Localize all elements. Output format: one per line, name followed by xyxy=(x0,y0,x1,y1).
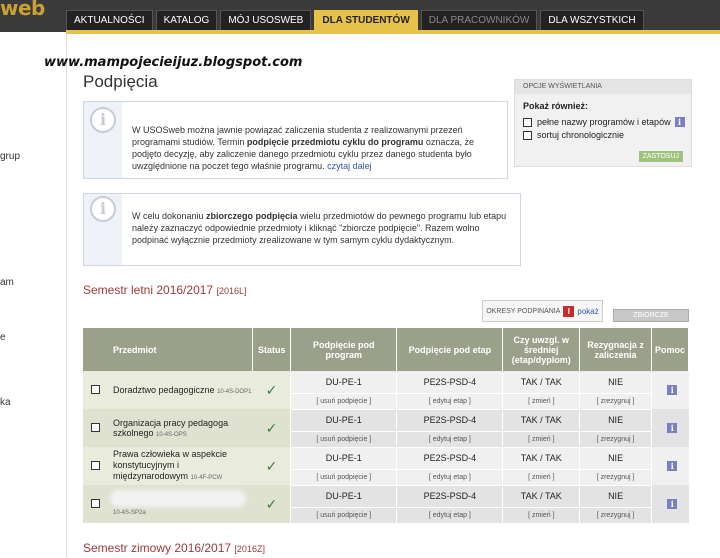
rezygnacja-value: NIE xyxy=(580,371,652,393)
subject-cell xyxy=(83,409,253,447)
table-row xyxy=(83,409,689,431)
info-text xyxy=(132,124,499,172)
info-box xyxy=(83,101,508,179)
semester-heading xyxy=(83,283,246,297)
info-icon[interactable]: i xyxy=(667,499,677,509)
col-przedmiot: Przedmiot xyxy=(83,328,253,371)
etap-value: PE2S-PSD-4 xyxy=(397,371,503,393)
col-srednia: Czy uwzgl. w średniej (etap/dyplom) xyxy=(503,328,580,371)
change-action[interactable]: [ zmień ] xyxy=(503,393,580,409)
resign-action[interactable]: [ zrezygnuj ] xyxy=(580,393,652,409)
options-header: OPCJE WYŚWIETLANIA xyxy=(515,80,691,94)
info-icon: i xyxy=(90,107,116,133)
col-program: Podpięcie pod program xyxy=(291,328,397,371)
subject-cell xyxy=(83,447,253,485)
info-icon-column xyxy=(84,102,122,178)
change-action[interactable]: [ zmień ] xyxy=(503,507,580,523)
subject-code: 10-4S-OPS xyxy=(156,432,187,438)
help-cell xyxy=(651,371,688,409)
info-text-bold: zbiorczego podpięcia xyxy=(206,211,298,221)
srednia-value: TAK / TAK xyxy=(503,371,580,393)
row-checkbox[interactable] xyxy=(91,461,100,470)
info-icon[interactable]: i xyxy=(667,423,677,433)
read-more-link[interactable]: czytaj dalej xyxy=(327,161,372,171)
info-icon[interactable]: i xyxy=(675,117,685,127)
tab-dla-wszystkich[interactable]: DLA WSZYSTKICH xyxy=(540,10,643,30)
sidebar-item-fragment[interactable]: grup xyxy=(0,151,21,162)
help-cell xyxy=(651,447,688,485)
edit-etap-action[interactable]: [ edytuj etap ] xyxy=(397,393,503,409)
change-action[interactable]: [ zmień ] xyxy=(503,431,580,447)
courses-table xyxy=(83,328,689,524)
subject-code: 10-4S-DOP1 xyxy=(217,389,252,395)
etap-value: PE2S-PSD-4 xyxy=(397,447,503,469)
program-value: DU-PE-1 xyxy=(291,485,397,507)
status-check-icon: ✓ xyxy=(253,485,291,523)
redacted-subject-name xyxy=(113,493,243,504)
top-bar xyxy=(0,0,720,32)
edit-etap-action[interactable]: [ edytuj etap ] xyxy=(397,507,503,523)
unlink-action[interactable]: [ usuń podpięcie ] xyxy=(291,393,397,409)
tab-moj-usosweb[interactable]: MÓJ USOSWEB xyxy=(220,10,311,30)
tab-underline xyxy=(66,30,720,34)
row-checkbox[interactable] xyxy=(91,423,100,432)
rezygnacja-value: NIE xyxy=(580,447,652,469)
table-row xyxy=(83,447,689,469)
info-icon-column xyxy=(84,194,122,265)
tab-aktualnosci[interactable]: AKTUALNOŚCI xyxy=(66,10,153,30)
semester-code: [2016Z] xyxy=(234,544,265,554)
srednia-value: TAK / TAK xyxy=(503,447,580,469)
etap-value: PE2S-PSD-4 xyxy=(397,485,503,507)
watermark-text: www.mampojecieijuz.blogspot.com xyxy=(44,55,303,70)
bulk-link-button[interactable]: ZBIORCZE xyxy=(613,309,689,322)
apply-button[interactable]: ZASTOSUJ xyxy=(639,151,683,162)
semester-code: [2016L] xyxy=(216,286,247,296)
option-label: pełne nazwy programów i etapów xyxy=(537,117,671,127)
usosweb-logo[interactable]: web xyxy=(0,0,45,20)
info-text-part: W celu dokonaniu xyxy=(132,211,207,221)
info-text-part: oznacza, że podjęto decyzję, aby zaliczenie danego przedmiotu cyklu przez danego studenta było uwzględnione na poczet tego właśnie programu. xyxy=(132,137,474,171)
options-label: Pokaż również: xyxy=(523,101,589,111)
subject-name[interactable]: Doradztwo pedagogiczne xyxy=(113,385,215,395)
srednia-value: TAK / TAK xyxy=(503,485,580,507)
etap-value: PE2S-PSD-4 xyxy=(397,409,503,431)
subject-name[interactable]: Prawa człowieka w aspekcie konstytucyjnym i międzynarodowym xyxy=(113,448,228,481)
status-check-icon: ✓ xyxy=(253,447,291,485)
table-row xyxy=(83,485,689,507)
resign-action[interactable]: [ zrezygnuj ] xyxy=(580,469,652,485)
unlink-action[interactable]: [ usuń podpięcie ] xyxy=(291,469,397,485)
program-value: DU-PE-1 xyxy=(291,409,397,431)
col-rezygnacja: Rezygnacja z zaliczenia xyxy=(580,328,652,371)
info-icon[interactable]: i xyxy=(667,385,677,395)
main-nav xyxy=(66,10,647,30)
tab-dla-pracownikow[interactable]: DLA PRACOWNIKÓW xyxy=(421,10,538,30)
sidebar-item-fragment[interactable]: e xyxy=(0,332,6,343)
sidebar-divider xyxy=(66,34,67,558)
tab-katalog[interactable]: KATALOG xyxy=(156,10,218,30)
srednia-value: TAK / TAK xyxy=(503,409,580,431)
status-check-icon: ✓ xyxy=(253,409,291,447)
tab-dla-studentow[interactable]: DLA STUDENTÓW xyxy=(314,10,417,30)
subject-cell xyxy=(83,485,253,523)
semester-heading xyxy=(83,541,265,555)
semester-title: Semestr zimowy 2016/2017 xyxy=(83,541,232,555)
status-check-icon: ✓ xyxy=(253,371,291,409)
program-value: DU-PE-1 xyxy=(291,371,397,393)
subject-code: 10-4F-PCW xyxy=(190,474,223,481)
okresy-podpinania xyxy=(482,300,603,322)
option-sort xyxy=(523,130,624,140)
table-header xyxy=(83,328,689,371)
info-icon: i xyxy=(90,196,116,222)
program-value: DU-PE-1 xyxy=(291,447,397,469)
rezygnacja-value: NIE xyxy=(580,485,652,507)
subject-cell xyxy=(83,371,253,409)
sidebar-item-fragment[interactable]: ka xyxy=(0,397,11,408)
table-row xyxy=(83,371,689,393)
subject-code: 10-4S-SP2a xyxy=(113,509,146,516)
option-full-names xyxy=(523,117,685,127)
show-link[interactable]: pokaż xyxy=(577,306,599,316)
info-icon[interactable]: i xyxy=(667,461,677,471)
sidebar-item-fragment[interactable]: am xyxy=(0,277,14,288)
display-options-panel xyxy=(514,79,692,167)
col-etap: Podpięcie pod etap xyxy=(397,328,503,371)
change-action[interactable]: [ zmień ] xyxy=(503,469,580,485)
info-icon: I xyxy=(563,306,574,317)
info-text-bold: podpięcie przedmiotu cyklu do programu xyxy=(246,137,424,147)
unlink-action[interactable]: [ usuń podpięcie ] xyxy=(291,431,397,447)
full-names-checkbox[interactable] xyxy=(523,118,532,127)
semester-title: Semestr letni 2016/2017 xyxy=(83,283,214,297)
col-status: Status xyxy=(253,328,291,371)
row-checkbox[interactable] xyxy=(91,385,100,394)
edit-etap-action[interactable]: [ edytuj etap ] xyxy=(397,431,503,447)
subject-name[interactable]: Organizacja pracy pedagoga szkolnego xyxy=(113,418,229,438)
info-text-part: wielu przedmiotów do pewnego programu lub etapu należy zaznaczyć odpowiednie przedmioty i kliknąć "zbiorcze podpięcie". Razem wolno podpinać wyłącznie przedmioty zrealizowane w tym samym cyklu dydaktycznym. xyxy=(132,211,507,245)
sort-checkbox[interactable] xyxy=(523,131,532,140)
info-text-part: W USOSweb można jawnie powiązać zaliczenia studenta z realizowanymi przezeń programami studiów. Termin xyxy=(132,125,463,147)
row-checkbox[interactable] xyxy=(91,499,100,508)
help-cell xyxy=(651,409,688,447)
help-cell xyxy=(651,485,688,523)
resign-action[interactable]: [ zrezygnuj ] xyxy=(580,431,652,447)
info-text xyxy=(132,210,512,246)
okresy-label: OKRESY PODPINANIA xyxy=(486,307,561,315)
unlink-action[interactable]: [ usuń podpięcie ] xyxy=(291,507,397,523)
option-label: sortuj chronologicznie xyxy=(537,130,625,140)
resign-action[interactable]: [ zrezygnuj ] xyxy=(580,507,652,523)
col-pomoc: Pomoc xyxy=(651,328,688,371)
info-box xyxy=(83,193,521,266)
page-title: Podpięcia xyxy=(83,72,158,91)
edit-etap-action[interactable]: [ edytuj etap ] xyxy=(397,469,503,485)
rezygnacja-value: NIE xyxy=(580,409,652,431)
